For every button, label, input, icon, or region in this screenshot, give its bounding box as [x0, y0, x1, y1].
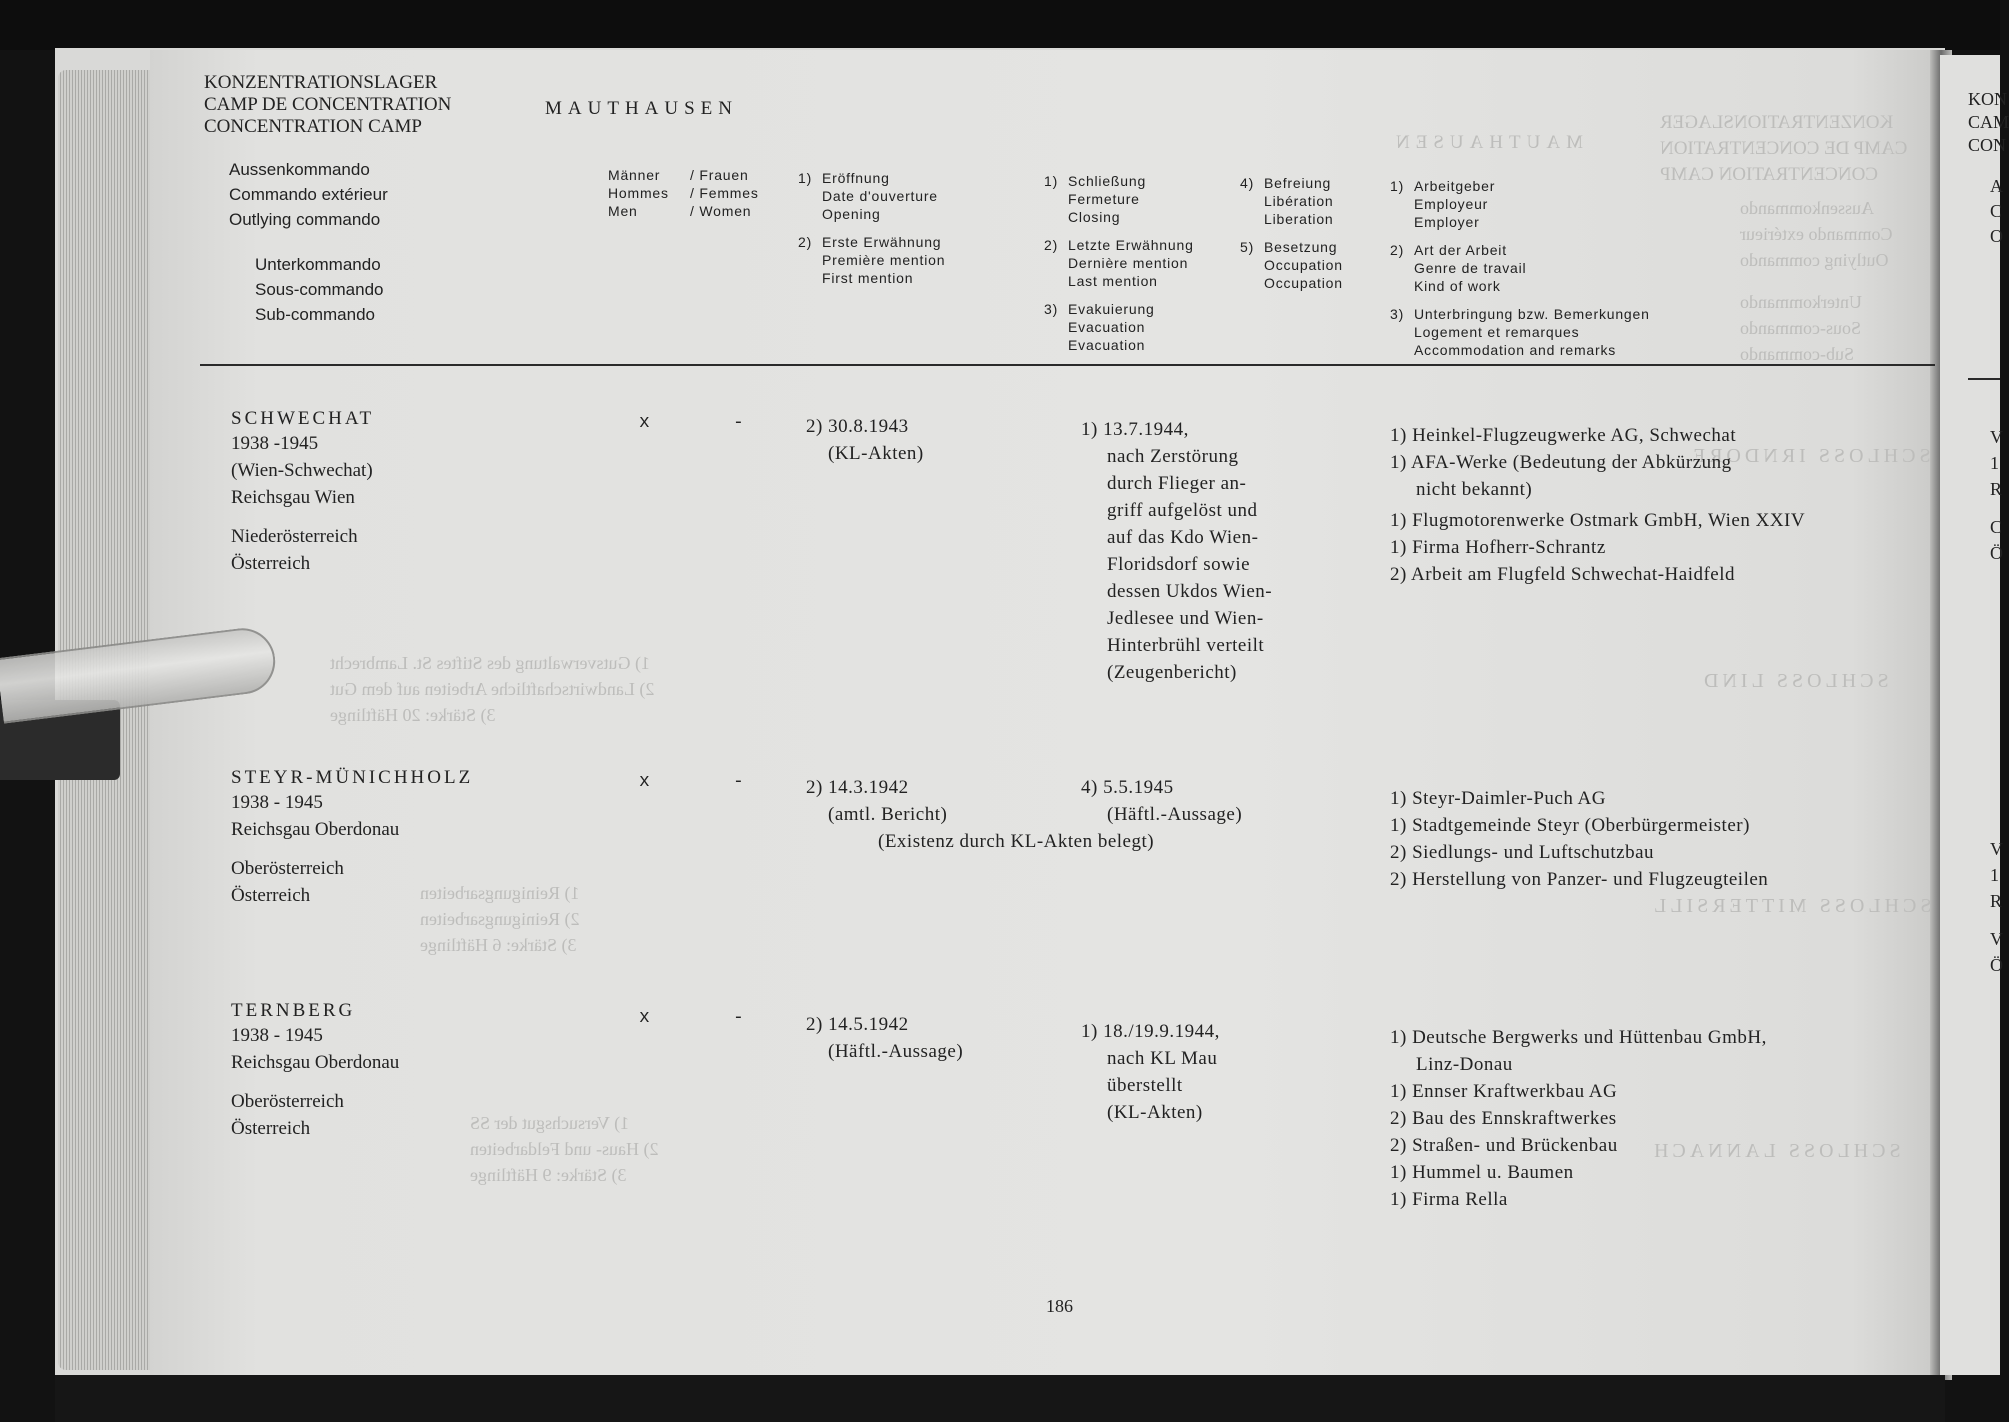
- show-through-camp: MAUTHAUSEN: [1390, 132, 1583, 153]
- show-through-entry: SCHLOSS MITTERSILL: [1650, 895, 1932, 917]
- closing-line: Hinterbrühl verteilt: [1107, 635, 1265, 656]
- subcommando-line: Sub-commando: [255, 305, 376, 324]
- background-top: [0, 0, 2000, 50]
- closing-num: 1): [1044, 173, 1059, 189]
- entry-region: Österreich: [231, 885, 311, 906]
- entry-region: Österreich: [231, 1118, 311, 1139]
- closing-line: (KL-Akten): [1107, 1102, 1203, 1123]
- opening-line: (Häftl.-Aussage): [828, 1041, 964, 1062]
- entry-line: Reichsgau Oberdonau: [231, 1052, 400, 1073]
- work-line: 2) Herstellung von Panzer- und Flugzeugteilen: [1390, 869, 1769, 890]
- header-closing: [1044, 172, 1244, 354]
- entry-region: Oberösterreich: [231, 1091, 344, 1112]
- employer-num: 1): [1390, 178, 1405, 194]
- entry-closing: [1081, 1018, 1220, 1126]
- men-label: Men: [608, 203, 638, 219]
- employer-label: Arbeitgeber: [1414, 178, 1496, 194]
- men-mark: x: [639, 1008, 650, 1028]
- facing-page-text: C: [1990, 201, 2003, 221]
- entry-line: Reichsgau Wien: [231, 487, 355, 508]
- opening-label: Eröffnung: [822, 170, 890, 186]
- evacuation-label: Evacuation: [1068, 337, 1146, 353]
- entry-schwechat: [231, 408, 374, 577]
- work-line: 1) Flugmotorenwerke Ostmark GmbH, Wien XXIV: [1390, 510, 1806, 531]
- facing-page-text: Ö: [1990, 543, 2003, 563]
- remarks-label: Logement et remarques: [1414, 324, 1580, 340]
- closing-line: 1) 18./19.9.1944,: [1081, 1021, 1220, 1042]
- show-through-entry: SCHLOSS LANNACH: [1650, 1140, 1901, 1162]
- facing-page-entry: [1990, 424, 2003, 566]
- closing-line: Floridsdorf sowie: [1107, 554, 1251, 575]
- entry-work: [1390, 785, 1910, 893]
- work-line: 1) Firma Rella: [1390, 1189, 1508, 1210]
- liberation-label: Liberation: [1264, 211, 1334, 227]
- closing-line: 4) 5.5.1945: [1081, 777, 1174, 798]
- show-through-text: 1) Versuchsgut der SS 2) Haus- und Feldarbeiten 3) Stärke: 9 Häftlinge: [470, 1113, 659, 1185]
- closing-line: nach KL Mau: [1107, 1048, 1218, 1069]
- occupation-label: Occupation: [1264, 275, 1343, 291]
- opening-line: (amtl. Bericht): [828, 804, 948, 825]
- header-title: [204, 72, 451, 138]
- facing-page-text: 1: [1990, 453, 1999, 473]
- work-line: 1) Steyr-Daimler-Puch AG: [1390, 788, 1606, 809]
- entry-region: Österreich: [231, 553, 311, 574]
- header-work: [1390, 177, 1730, 359]
- evacuation-label: Evacuation: [1068, 319, 1146, 335]
- commando-line: Outlying commando: [229, 210, 381, 229]
- work-kind-label: Art der Arbeit: [1414, 242, 1507, 258]
- show-through-sub: Aussenkommando Commando extérieur Outlying commando Unterkommando Sous-commando Sub-commando: [1740, 198, 1893, 364]
- entry-ternberg: [231, 1000, 399, 1142]
- employer-label: Employer: [1414, 214, 1480, 230]
- show-through-text: 1) Gutsverwaltung des Stiftes St. Lambrecht 2) Landwirtschaftliche Arbeiten auf dem Gut 3) Stärke: 20 Häftlinge: [330, 653, 655, 725]
- first-mention-label: Première mention: [822, 252, 946, 268]
- facing-page-entry: [1990, 836, 2003, 978]
- opening-label: Opening: [822, 206, 881, 222]
- closing-label: Closing: [1068, 209, 1121, 225]
- camp-name: MAUTHAUSEN: [545, 98, 738, 119]
- employer-label: Employeur: [1414, 196, 1489, 212]
- remarks-label: Unterbringung bzw. Bemerkungen: [1414, 306, 1650, 322]
- men-mark: x: [639, 772, 650, 792]
- work-line: 2) Straßen- und Brückenbau: [1390, 1135, 1618, 1156]
- evacuation-label: Evakuierung: [1068, 301, 1155, 317]
- entry-opening: [806, 774, 947, 828]
- closing-line: 1) 13.7.1944,: [1081, 419, 1189, 440]
- women-mark: -: [733, 1008, 744, 1028]
- first-mention-label: Erste Erwähnung: [822, 234, 942, 250]
- facing-page-text: V: [1990, 427, 2003, 447]
- work-kind-label: Kind of work: [1414, 278, 1501, 294]
- opening-label: Date d'ouverture: [822, 188, 938, 204]
- last-mention-label: Last mention: [1068, 273, 1158, 289]
- women-label: / Women: [690, 203, 752, 219]
- facing-page-text: R: [1990, 479, 2003, 499]
- women-mark: -: [733, 413, 744, 433]
- facing-page-divider: [1968, 378, 2000, 380]
- entry-name: TERNBERG: [231, 1000, 356, 1021]
- entry-line: 1938 - 1945: [231, 792, 323, 813]
- work-line: 2) Bau des Ennskraftwerkes: [1390, 1108, 1617, 1129]
- men-mark: x: [639, 413, 650, 433]
- show-through-entry: SCHLOSS IRNDORF: [1690, 445, 1931, 467]
- work-line: 1) AFA-Werke (Bedeutung der Abkürzung: [1390, 452, 1732, 473]
- closing-line: überstellt: [1107, 1075, 1183, 1096]
- facing-page-sub: [1990, 174, 2003, 249]
- men-label: Hommes: [608, 185, 669, 201]
- header-sex: [608, 166, 778, 220]
- title-line: CAMP DE CONCENTRATION: [204, 94, 452, 115]
- header-subcommando: [255, 252, 384, 327]
- entry-steyr: [231, 767, 473, 909]
- closing-line: durch Flieger an-: [1107, 473, 1247, 494]
- opening-line: (KL-Akten): [828, 443, 924, 464]
- facing-page-text: KON: [1968, 89, 2007, 109]
- liberation-label: Libération: [1264, 193, 1334, 209]
- header-opening: [798, 169, 998, 287]
- facing-page-text: A: [1990, 176, 2003, 196]
- work-line: 1) Heinkel-Flugzeugwerke AG, Schwechat: [1390, 425, 1737, 446]
- header-liberation: [1240, 174, 1380, 292]
- liberation-num: 4): [1240, 175, 1255, 191]
- closing-line: (Häftl.-Aussage): [1107, 804, 1243, 825]
- entry-opening: [806, 413, 924, 467]
- opening-note: (Existenz durch KL-Akten belegt): [878, 831, 1155, 852]
- facing-page-text: V: [1990, 839, 2003, 859]
- facing-page-text: 1: [1990, 865, 1999, 885]
- occupation-label: Occupation: [1264, 257, 1343, 273]
- work-line: 1) Firma Hofherr-Schrantz: [1390, 537, 1606, 558]
- occupation-label: Besetzung: [1264, 239, 1338, 255]
- occupation-num: 5): [1240, 239, 1255, 255]
- last-mention-num: 2): [1044, 237, 1059, 253]
- first-mention-num: 2): [798, 234, 813, 250]
- closing-label: Fermeture: [1068, 191, 1140, 207]
- men-label: Männer: [608, 167, 661, 183]
- evacuation-num: 3): [1044, 301, 1059, 317]
- women-label: / Femmes: [690, 185, 759, 201]
- remarks-label: Accommodation and remarks: [1414, 342, 1617, 358]
- work-line: 1) Ennser Kraftwerkbau AG: [1390, 1081, 1618, 1102]
- background-bottom: [55, 1375, 1945, 1422]
- facing-page-text: R: [1990, 891, 2003, 911]
- facing-page-text: V: [1990, 929, 2003, 949]
- commando-line: Aussenkommando: [229, 160, 370, 179]
- first-mention-label: First mention: [822, 270, 914, 286]
- title-line: CONCENTRATION CAMP: [204, 116, 422, 137]
- commando-line: Commando extérieur: [229, 185, 388, 204]
- opening-line: 2) 14.3.1942: [806, 777, 909, 798]
- closing-label: Schließung: [1068, 173, 1147, 189]
- work-line: 2) Siedlungs- und Luftschutzbau: [1390, 842, 1655, 863]
- facing-page-text: CON: [1968, 135, 2007, 155]
- closing-line: auf das Kdo Wien-: [1107, 527, 1259, 548]
- work-line: 1) Stadtgemeinde Steyr (Oberbürgermeister): [1390, 815, 1750, 836]
- show-through-entry: SCHLOSS LIND: [1700, 670, 1889, 692]
- closing-line: dessen Ukdos Wien-: [1107, 581, 1273, 602]
- facing-page-text: CAM: [1968, 112, 2009, 132]
- closing-line: griff aufgelöst und: [1107, 500, 1258, 521]
- closing-line: (Zeugenbericht): [1107, 662, 1237, 683]
- work-kind-num: 2): [1390, 242, 1405, 258]
- entry-line: Reichsgau Oberdonau: [231, 819, 400, 840]
- entry-name: SCHWECHAT: [231, 408, 375, 429]
- work-line: 1) Hummel u. Baumen: [1390, 1162, 1574, 1183]
- entry-region: Niederösterreich: [231, 526, 358, 547]
- opening-line: 2) 14.5.1942: [806, 1014, 909, 1035]
- work-line: 2) Arbeit am Flugfeld Schwechat-Haidfeld: [1390, 564, 1736, 585]
- work-kind-label: Genre de travail: [1414, 260, 1527, 276]
- facing-page-text: O: [1990, 226, 2003, 246]
- entry-name: STEYR-MÜNICHHOLZ: [231, 767, 474, 788]
- entry-line: (Wien-Schwechat): [231, 460, 373, 481]
- title-line: KONZENTRATIONSLAGER: [204, 72, 438, 93]
- last-mention-label: Dernière mention: [1068, 255, 1189, 271]
- show-through-text: 1) Reinigungsarbeiten 2) Reinigungsarbeiten 3) Stärke: 6 Häftlinge: [420, 883, 580, 955]
- entry-line: 1938 -1945: [231, 433, 319, 454]
- facing-page-header: [1968, 88, 2009, 157]
- facing-page: [1940, 55, 2000, 1375]
- opening-line: 2) 30.8.1943: [806, 416, 909, 437]
- entry-closing: [1081, 774, 1242, 828]
- closing-line: Jedlesee und Wien-: [1107, 608, 1264, 629]
- entry-closing: [1081, 416, 1321, 686]
- work-line: 1) Deutsche Bergwerks und Hüttenbau GmbH,: [1390, 1027, 1767, 1048]
- work-line: nicht bekannt): [1416, 479, 1533, 500]
- show-through-header: KONZENTRATIONSLAGER CAMP DE CONCENTRATION CONCENTRATION CAMP: [1660, 112, 1908, 185]
- closing-line: nach Zerstörung: [1107, 446, 1239, 467]
- facing-page-text: Ö: [1990, 955, 2003, 975]
- entry-region: Oberösterreich: [231, 858, 344, 879]
- work-line: Linz-Donau: [1416, 1054, 1513, 1075]
- header-divider: [200, 364, 1935, 366]
- last-mention-label: Letzte Erwähnung: [1068, 237, 1194, 253]
- remarks-num: 3): [1390, 306, 1405, 322]
- entry-work: [1390, 422, 1910, 588]
- entry-work: [1390, 1024, 1910, 1213]
- women-mark: -: [733, 772, 744, 792]
- opening-num: 1): [798, 170, 813, 186]
- page-number: 186: [1046, 1296, 1073, 1316]
- entry-opening: [806, 1011, 963, 1065]
- entry-line: 1938 - 1945: [231, 1025, 323, 1046]
- subcommando-line: Unterkommando: [255, 255, 381, 274]
- liberation-label: Befreiung: [1264, 175, 1332, 191]
- header-commando: [229, 157, 388, 232]
- facing-page-text: C: [1990, 517, 2003, 537]
- women-label: / Frauen: [690, 167, 749, 183]
- subcommando-line: Sous-commando: [255, 280, 384, 299]
